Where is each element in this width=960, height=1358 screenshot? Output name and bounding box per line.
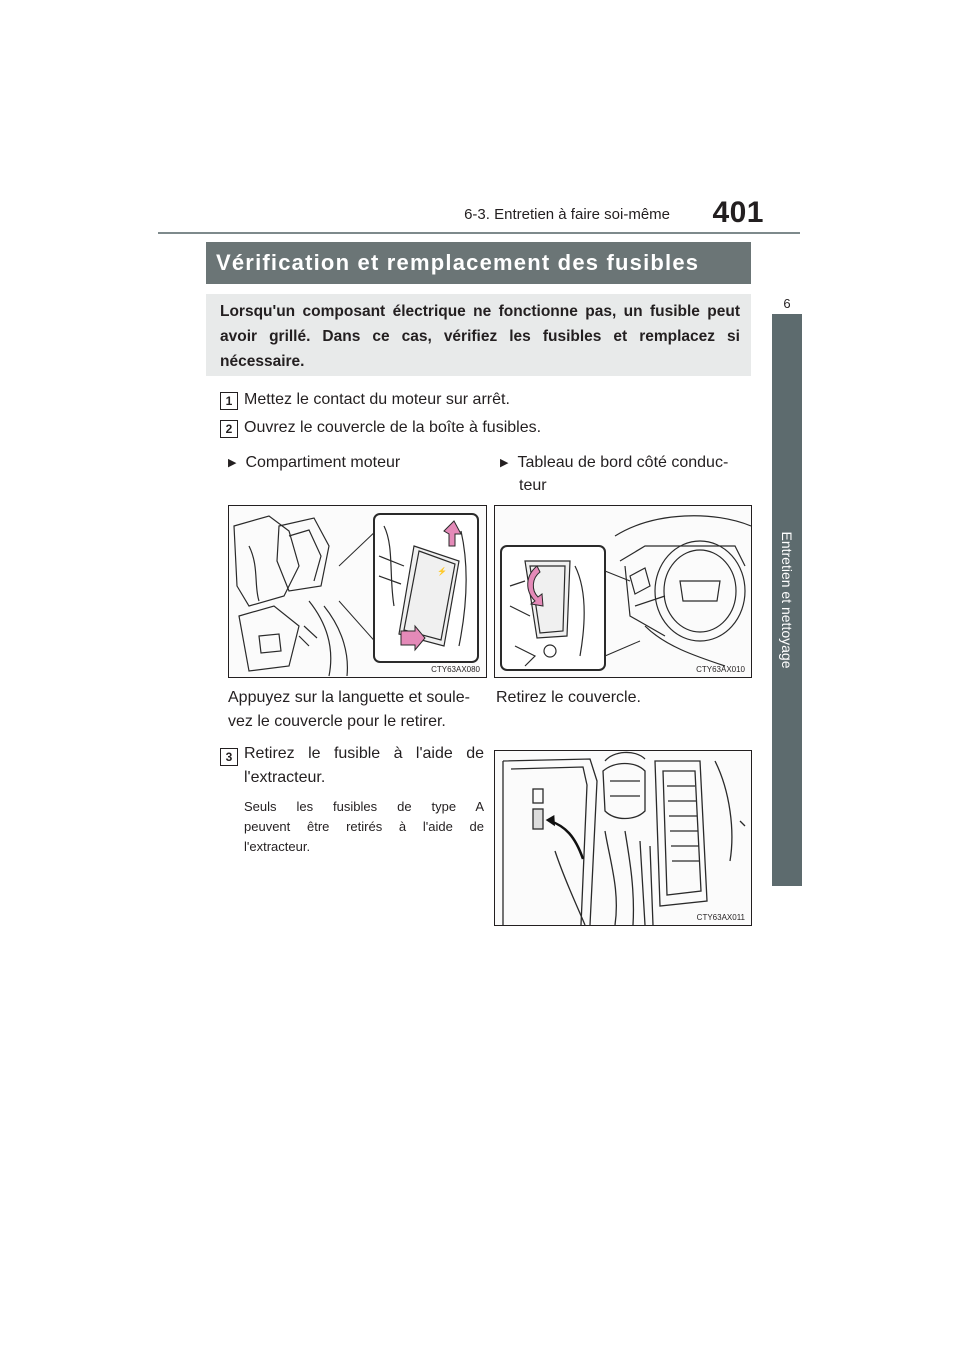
- bullet-dashboard: [500, 451, 728, 476]
- step-badge-1: 1: [220, 392, 238, 410]
- figure-code: CTY63AX080: [431, 665, 480, 674]
- bullet-dashboard-line1: Tableau de bord côté conduc-: [517, 454, 729, 471]
- figure-code: CTY63AX010: [696, 665, 745, 674]
- step-text-1: Mettez le contact du moteur sur arrêt.: [244, 391, 510, 408]
- chapter-tab-label: Entretien et nettoyage: [779, 531, 795, 669]
- curved-arrow-icon: [550, 821, 583, 859]
- header-divider: [158, 232, 800, 234]
- bullet-dashboard-line2: teur: [519, 477, 547, 494]
- page-title: Vérification et remplacement des fusibles: [216, 250, 700, 275]
- note-line2: peuvent être retirés à l'aide de: [244, 819, 484, 834]
- bullet-engine-label: Compartiment moteur: [245, 454, 401, 471]
- engine-compartment-illustration: [229, 506, 486, 677]
- dashboard-illustration: [495, 506, 751, 677]
- figure-dashboard-fusebox: [494, 505, 752, 678]
- caption-engine-line1: Appuyez sur la languette et soule-: [228, 689, 470, 706]
- chapter-number: 6: [783, 296, 791, 311]
- caption-dashboard: Retirez le couvercle.: [496, 689, 641, 706]
- step-badge-2: 2: [220, 420, 238, 438]
- note-line3: l'extracteur.: [244, 839, 311, 854]
- bullet-engine-compartment: [228, 451, 400, 476]
- triangle-bullet-icon: ▶: [228, 457, 237, 469]
- page-number: 401: [712, 196, 764, 229]
- fuse-extractor-illustration: [495, 751, 751, 925]
- intro-text: Lorsqu'un composant électrique ne fonctionne pas, un fusible peut avoir grillé. Dans ce cas, vérifiez les fusibles et remplacez si nécessaire.: [220, 303, 740, 370]
- chapter-tab-label-wrap: [772, 314, 802, 886]
- step-badge-3: 3: [220, 748, 238, 766]
- figure-code: CTY63AX011: [696, 913, 745, 922]
- step-text-3-line1: Retirez le fusible à l'aide de: [244, 745, 484, 762]
- figure-engine-fusebox: [228, 505, 487, 678]
- caption-engine-line2: vez le couvercle pour le retirer.: [228, 713, 446, 730]
- note-line1: Seuls les fusibles de type A: [244, 799, 484, 814]
- section-header: 6-3. Entretien à faire soi-même: [464, 206, 670, 223]
- svg-text:⚡: ⚡: [437, 567, 447, 576]
- step-text-3-line2: l'extracteur.: [244, 769, 326, 786]
- triangle-bullet-icon: ▶: [500, 457, 509, 469]
- step-text-2: Ouvrez le couvercle de la boîte à fusibles.: [244, 419, 542, 436]
- figure-fuse-extractor: [494, 750, 752, 926]
